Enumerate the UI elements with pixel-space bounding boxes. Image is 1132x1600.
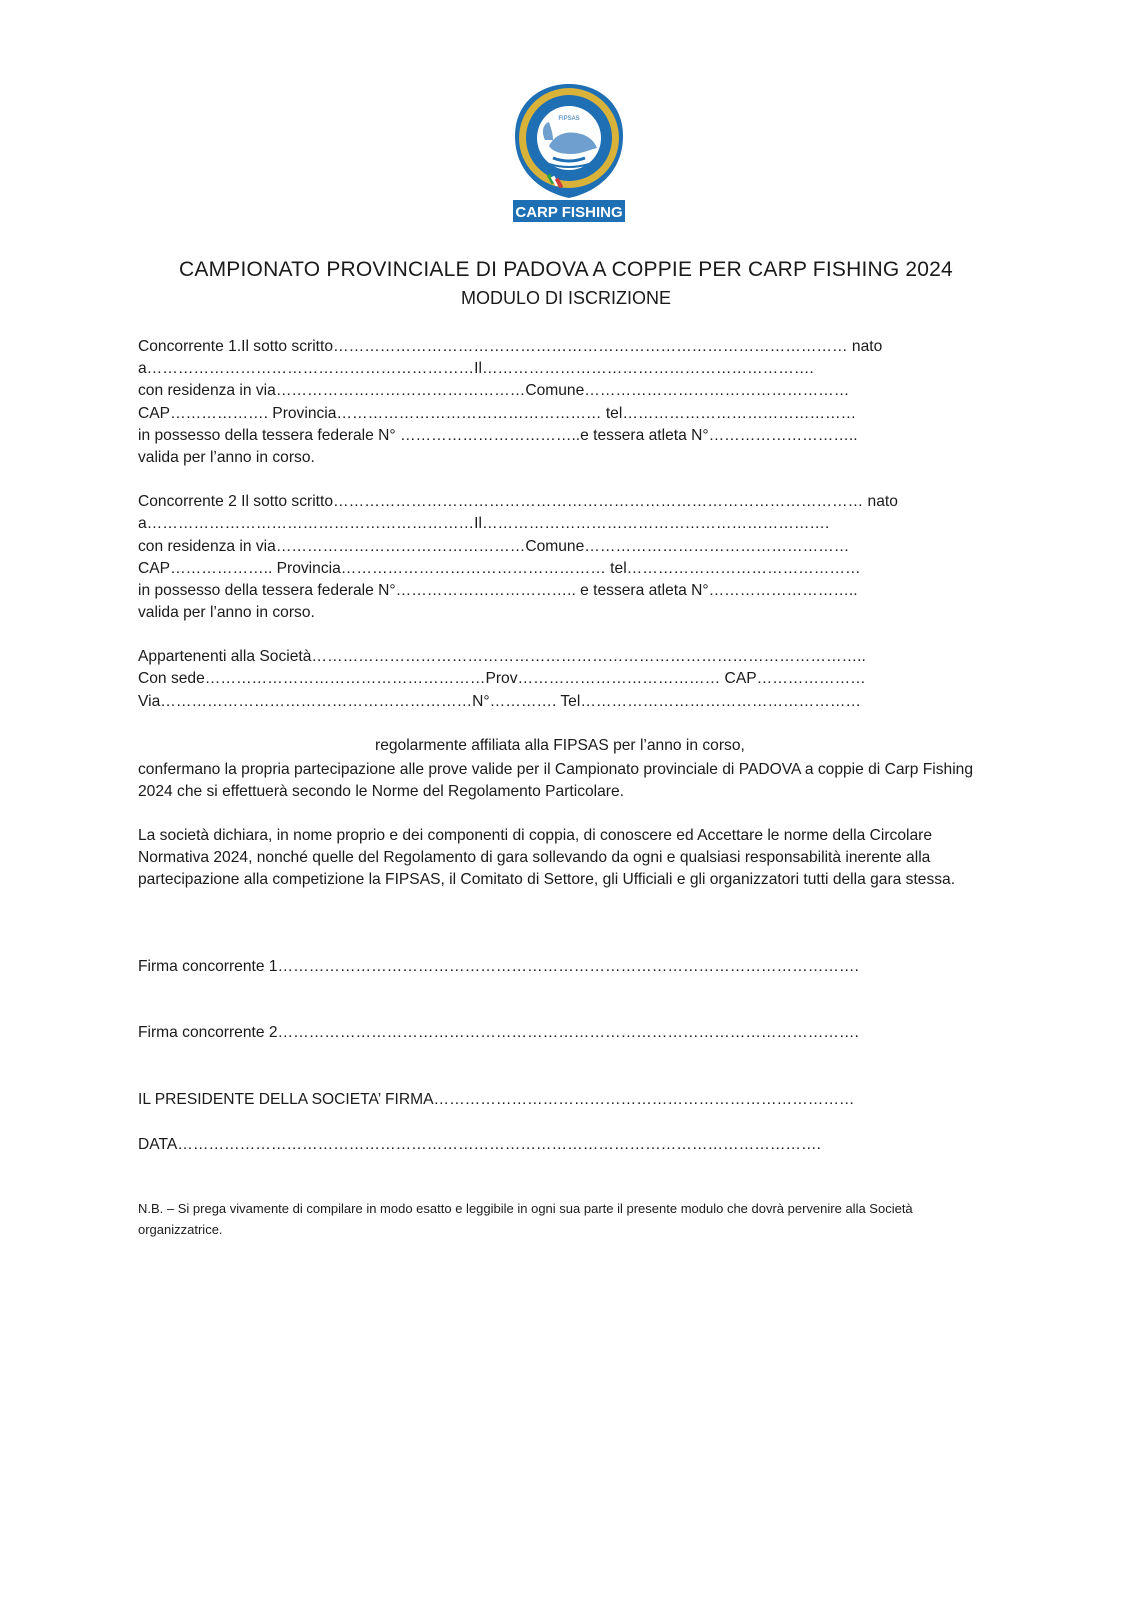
concorrente-1-line[interactable]: con residenza in via…………………………………………Comune…………………………………………… xyxy=(138,382,850,400)
concorrente-1-line[interactable]: in possesso della tessera federale N° ……………………………..e tessera atleta N°……………………….. xyxy=(138,426,858,444)
concorrente-1-line[interactable]: Concorrente 1.Il sotto scritto……………………………………………………………………………………… nato xyxy=(138,338,883,355)
nota-bene: N.B. – Si prega vivamente di compilare in modo esatto e leggibile in ogni sua parte il presente modulo che dovrà pervenire alla Società organizzatrice. xyxy=(138,1201,913,1237)
affiliata-line: regolarmente affiliata alla FIPSAS per l’anno in corso, xyxy=(375,737,745,754)
firma-concorrente-1-field[interactable]: Firma concorrente 1…………………………………………………………………………………………………. xyxy=(138,958,859,975)
concorrente-1-line: valida per l’anno in corso. xyxy=(138,448,315,466)
concorrente-2-line[interactable]: a………………………………………………………Il…………………………………………………………. xyxy=(138,515,830,533)
data-field[interactable]: DATA……………………………………………………………………………………………………………. xyxy=(138,1136,821,1153)
concorrente-1-line[interactable]: CAP………………. Provincia…………………………………………… tel……………………………………… xyxy=(138,404,857,422)
societa-line[interactable]: Appartenenti alla Società…………………………………………………………………………………………….. xyxy=(138,648,866,666)
logo-fipsas-text: FIPSAS xyxy=(558,116,580,122)
firma-presidente-field[interactable]: IL PRESIDENTE DELLA SOCIETA’ FIRMA……………………………………………………………………… xyxy=(138,1091,855,1108)
concorrente-2-section xyxy=(138,491,998,624)
concorrente-2-line[interactable]: Concorrente 2 Il sotto scritto………………………………………………………………………………………… nato xyxy=(138,493,898,511)
dichiarazione-paragraph: La società dichiara, in nome proprio e dei componenti di coppia, di conoscere ed Accettare le norme della Circolare Normativa 2024, nonché quelle del Regolamento di gara sollevando da ogni e qualsiasi responsabilità inerente alla partecipazione alla competizione la FIPSAS, il Comitato di Settore, gli Ufficiali e gli organizzatori tutti della gara stessa. xyxy=(138,827,956,889)
carp-fishing-logo xyxy=(509,80,629,226)
page-title: CAMPIONATO PROVINCIALE DI PADOVA A COPPIE PER CARP FISHING 2024 xyxy=(179,258,953,281)
concorrente-1-section xyxy=(138,336,998,469)
concorrente-2-line[interactable]: con residenza in via…………………………………………Comune…………………………………………… xyxy=(138,537,850,555)
concorrente-2-line[interactable]: CAP……………….. Provincia…………………………………………… tel……………………………………… xyxy=(138,559,861,577)
societa-line[interactable]: Con sede………………………………………………Prov………………………………… CAP………………… xyxy=(138,670,866,688)
firma-concorrente-2-field[interactable]: Firma concorrente 2…………………………………………………………………………………………………. xyxy=(138,1024,859,1041)
concorrente-2-line: valida per l’anno in corso. xyxy=(138,604,315,622)
concorrente-2-line[interactable]: in possesso della tessera federale N°…………………………….. e tessera atleta N°……………………….. xyxy=(138,581,858,599)
societa-section xyxy=(138,646,998,713)
logo-carp-fishing-text: CARP FISHING xyxy=(515,204,623,221)
concorrente-1-line[interactable]: a………………………………………………………Il………………………………………………………. xyxy=(138,360,814,378)
form-body xyxy=(138,336,998,735)
conferma-paragraph: confermano la propria partecipazione alle prove valide per il Campionato provinciale di PADOVA a coppie di Carp Fishing 2024 che si effettuerà secondo le Norme del Regolamento Particolare. xyxy=(138,761,974,801)
page-subtitle: MODULO DI ISCRIZIONE xyxy=(460,288,671,308)
societa-line[interactable]: Via……………………………………………………N°…………. Tel……………………………………………… xyxy=(138,692,862,710)
